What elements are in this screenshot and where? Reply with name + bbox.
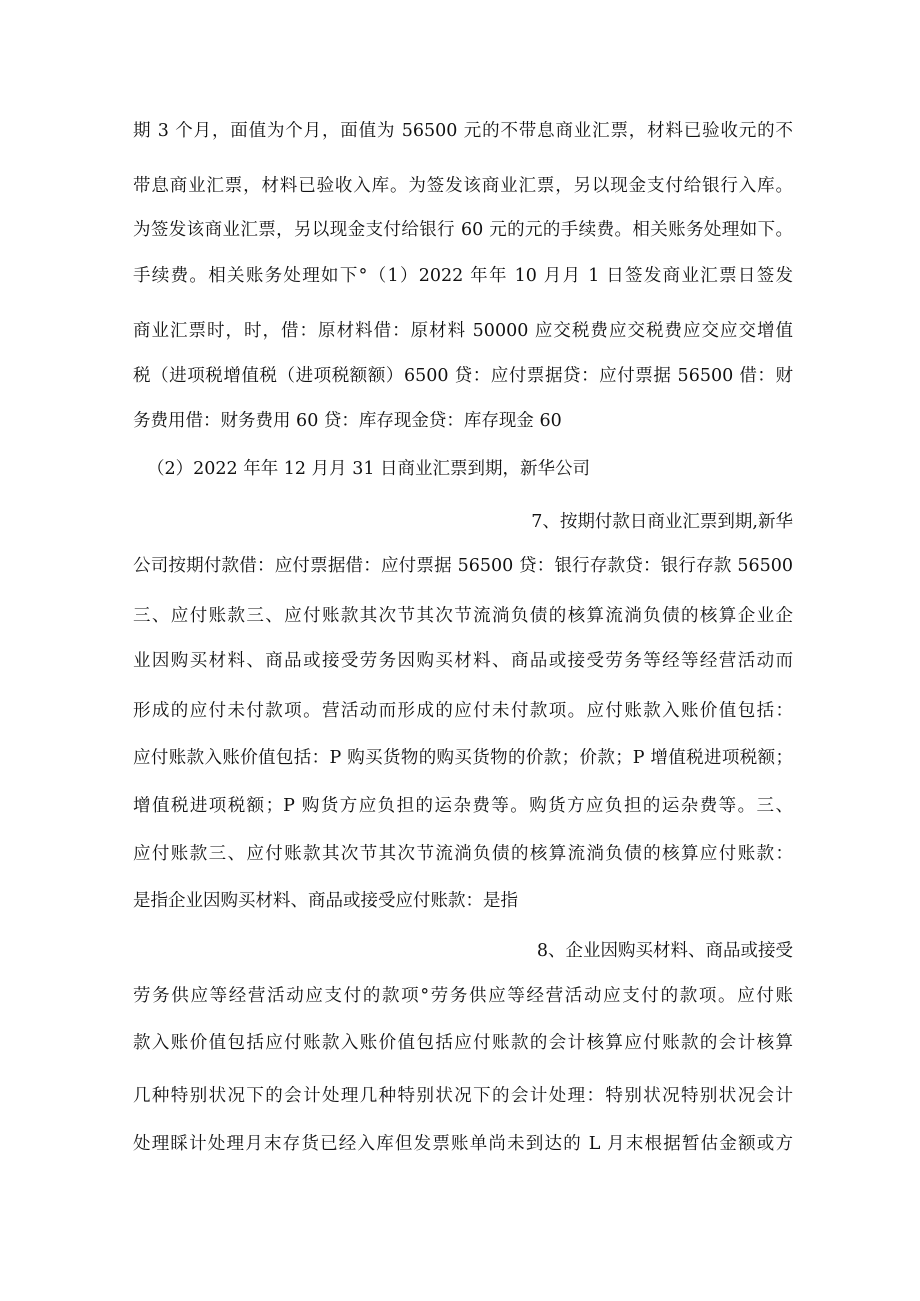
text-line: 三、应付账款三、应付账款其次节其次节流淌负债的核算流淌负债的核算企业企: [133, 606, 793, 626]
text-line: （2）2022 年年 12 月月 31 日商业汇票到期，新华公司: [147, 459, 591, 479]
text-line: 是指企业因购买材料、商品或接受应付账款：是指: [133, 891, 518, 911]
text-line: 几种特别状况下的会计处理几种特别状况下的会计处理：特别状况特别状况会计: [133, 1086, 793, 1106]
text-line: 8、企业因购买材料、商品或接受: [536, 941, 793, 961]
text-line: 手续费。相关账务处理如下°（1）2022 年年 10 月月 1 日签发商业汇票日签发: [133, 266, 793, 286]
text-line: 期 3 个月，面值为个月，面值为 56500 元的不带息商业汇票，材料已验收元的不: [133, 121, 793, 141]
text-line: 7、按期付款日商业汇票到期,新华: [531, 512, 793, 532]
text-line: 为签发该商业汇票，另以现金支付给银行 60 元的元的手续费。相关账务处理如下。: [133, 220, 793, 240]
text-line: 业因购买材料、商品或接受劳务因购买材料、商品或接受劳务等经等经营活动而: [133, 651, 793, 671]
text-line: 商业汇票时，时，借：原材料借：原材料 50000 应交税费应交税费应交应交增值: [133, 321, 793, 341]
text-line: 处理睬计处理月末存货已经入库但发票账单尚未到达的 L 月末根据暂估金额或方: [133, 1134, 793, 1154]
text-line: 增值税进项税额；P 购货方应负担的运杂费等。购货方应负担的运杂费等。三、: [133, 796, 793, 816]
text-line: 款入账价值包括应付账款入账价值包括应付账款的会计核算应付账款的会计核算: [133, 1033, 793, 1053]
text-line: 应付账款三、应付账款其次节其次节流淌负债的核算流淌负债的核算应付账款：: [133, 844, 793, 864]
text-line: 应付账款入账价值包括：P 购买货物的购买货物的价款；价款；P 增值税进项税额；: [133, 748, 793, 768]
text-line: 税（进项税增值税（进项税额额）6500 贷：应付票据贷：应付票据 56500 借：财: [133, 366, 793, 386]
text-line: 带息商业汇票，材料已验收入库。为签发该商业汇票，另以现金支付给银行入库。: [133, 176, 793, 196]
text-line: 形成的应付未付款项。营活动而形成的应付未付款项。应付账款入账价值包括：: [133, 701, 793, 721]
text-line: 劳务供应等经营活动应支付的款项°劳务供应等经营活动应支付的款项。应付账: [133, 986, 793, 1006]
text-line: 务费用借：财务费用 60 贷：库存现金贷：库存现金 60: [133, 411, 562, 431]
text-line: 公司按期付款借：应付票据借：应付票据 56500 贷：银行存款贷：银行存款 56500: [133, 556, 793, 576]
